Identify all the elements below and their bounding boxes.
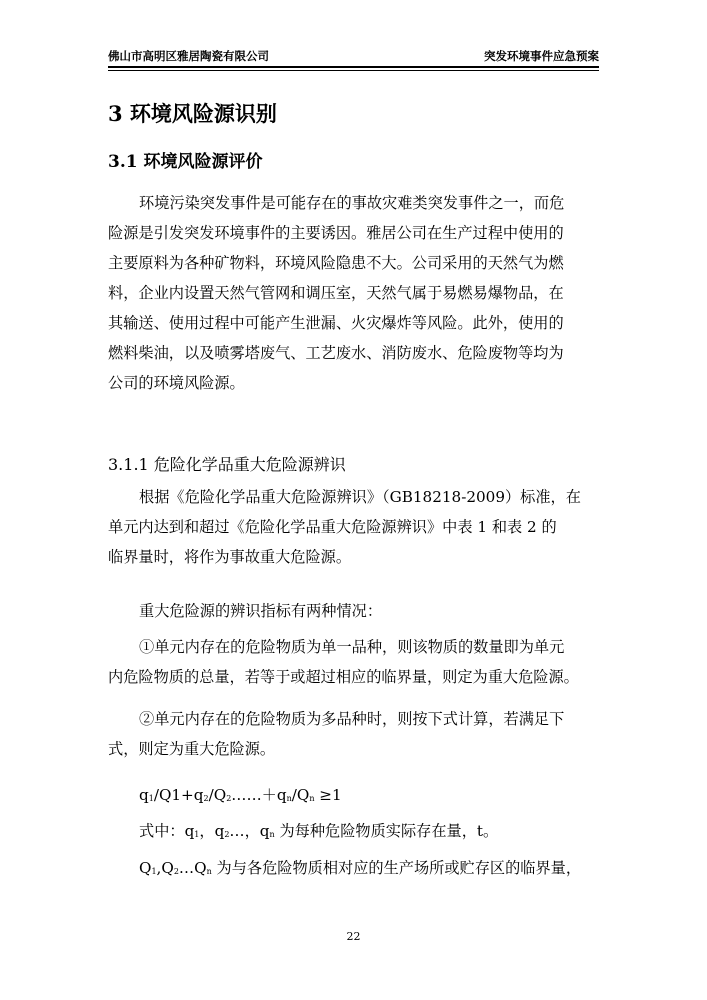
header-rule-thin (108, 70, 599, 71)
paragraph-indicator-cases: 重大危险源的辨识指标有两种情况： (139, 602, 382, 620)
text-line: 根据《危险化学品重大危险源辨识》（GB18218-2009）标准，在 (139, 488, 581, 506)
page-header (108, 46, 599, 68)
text-line: 其输送、使用过程中可能产生泄漏、火灾爆炸等风险。此外，使用的 (108, 314, 564, 332)
text-line: 燃料柴油，以及喷雾塔废气、工艺废水、消防废水、危险废物等均为 (108, 344, 564, 362)
text-line: ②单元内存在的危险物质为多品种时，则按下式计算，若满足下 (139, 710, 565, 728)
text-line: 公司的环境风险源。 (108, 374, 245, 392)
header-rule-thick (108, 66, 599, 68)
text-line: 料，企业内设置天然气管网和调压室，天然气属于易燃易爆物品，在 (108, 284, 564, 302)
paragraph-case-2 (108, 704, 600, 764)
page-number: 22 (346, 930, 361, 943)
section-title: 3 环境风险源识别 (108, 101, 277, 126)
paragraph-standard (108, 482, 600, 572)
text-line: 环境污染突发事件是可能存在的事故灾难类突发事件之一，而危 (139, 194, 565, 212)
formula-where-q: 式中：$q_1$，$q_2\dots$，$q_n$ 为每种危险物质实际存在量，t。 (139, 822, 499, 840)
text-line: 单元内达到和超过《危险化学品重大危险源辨识》中表 1 和表 2 的 (108, 518, 557, 536)
paragraph-risk-evaluation (108, 188, 600, 398)
text-line: ①单元内存在的危险物质为单一品种，则该物质的数量即为单元 (139, 638, 565, 656)
sub-subsection-title: 3.1.1 危险化学品重大危险源辨识 (108, 455, 346, 474)
header-doc-title: 突发环境事件应急预案 (484, 49, 599, 63)
text-line: 险源是引发突发环境事件的主要诱因。雅居公司在生产过程中使用的 (108, 224, 564, 242)
subsection-title: 3.1 环境风险源评价 (108, 152, 263, 172)
text-line: 内危险物质的总量，若等于或超过相应的临界量，则定为重大危险源。 (108, 668, 579, 686)
text-line: 式，则定为重大危险源。 (108, 740, 276, 758)
formula-where-Q: $Q_1,Q_2\dots Q_n$ 为与各危险物质相对应的生产场所或贮存区的临界量， (139, 859, 582, 877)
text-line: 临界量时，将作为事故重大危险源。 (108, 548, 351, 566)
paragraph-case-1 (108, 632, 600, 692)
text-line: 主要原料为各种矿物料，环境风险隐患不大。公司采用的天然气为燃 (108, 254, 564, 272)
header-company: 佛山市高明区雅居陶瓷有限公司 (108, 49, 269, 63)
formula: $q_1/Q1+q_2/Q_2\dots\dots+q_n/Q_n \ge 1$ (139, 786, 342, 804)
